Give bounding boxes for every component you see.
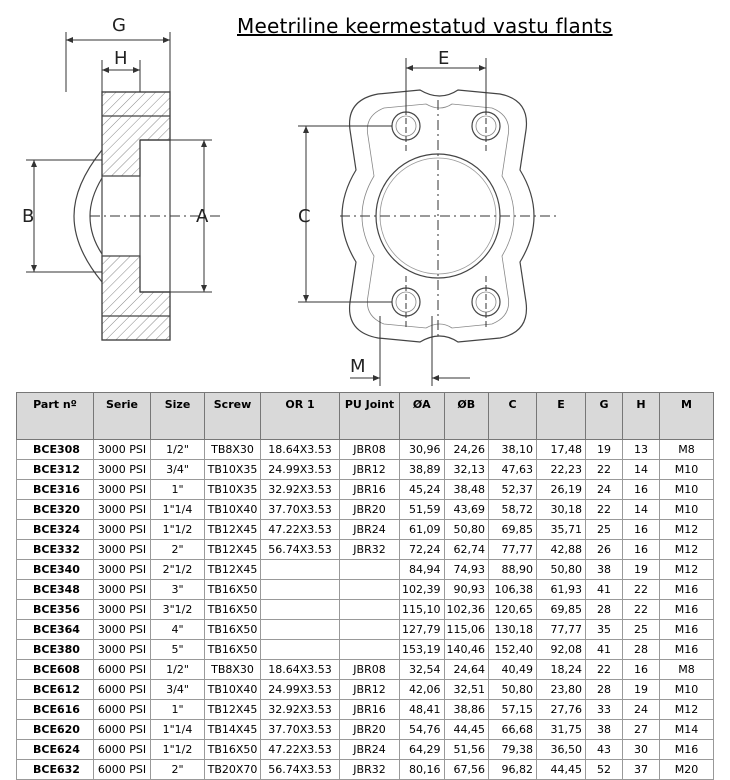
table-cell: 6000 PSI: [94, 740, 151, 760]
table-cell: BCE356: [17, 600, 94, 620]
table-cell: 33: [586, 700, 623, 720]
table-body: [17, 440, 714, 780]
table-cell: [340, 560, 400, 580]
dim-label-g: G: [112, 15, 126, 36]
table-cell: 57,15: [489, 700, 537, 720]
column-header: Part nº: [17, 393, 94, 440]
table-cell: 22: [586, 500, 623, 520]
table-cell: 5": [151, 640, 205, 660]
table-cell: BCE632: [17, 760, 94, 780]
table-cell: 16: [623, 520, 660, 540]
table-cell: 47.22X3.53: [261, 520, 340, 540]
table-cell: 41: [586, 580, 623, 600]
table-row: [17, 600, 714, 620]
table-cell: 37.70X3.53: [261, 500, 340, 520]
table-cell: 3/4": [151, 460, 205, 480]
table-cell: TB10X40: [205, 500, 261, 520]
table-cell: 30,18: [537, 500, 586, 520]
table-cell: 56.74X3.53: [261, 760, 340, 780]
table-cell: 2": [151, 540, 205, 560]
table-cell: 32.92X3.53: [261, 700, 340, 720]
table-cell: 64,29: [400, 740, 445, 760]
table-cell: TB20X70: [205, 760, 261, 780]
table-cell: JBR32: [340, 540, 400, 560]
table-cell: 3"1/2: [151, 600, 205, 620]
table-cell: 1/2": [151, 660, 205, 680]
table-cell: 18,24: [537, 660, 586, 680]
table-row: [17, 700, 714, 720]
table-cell: 23,80: [537, 680, 586, 700]
dim-label-a: A: [196, 206, 209, 227]
table-cell: BCE624: [17, 740, 94, 760]
table-cell: 36,50: [537, 740, 586, 760]
column-header: PU Joint: [340, 393, 400, 440]
table-cell: 41: [586, 640, 623, 660]
table-cell: M20: [660, 760, 714, 780]
table-cell: 50,80: [444, 520, 489, 540]
table-cell: 31,75: [537, 720, 586, 740]
table-cell: 69,85: [489, 520, 537, 540]
table-cell: 14: [623, 460, 660, 480]
column-header: ØB: [444, 393, 489, 440]
table-cell: M14: [660, 720, 714, 740]
table-cell: 24.99X3.53: [261, 460, 340, 480]
table-cell: 22: [586, 660, 623, 680]
table-cell: 30,96: [400, 440, 445, 460]
table-cell: 3000 PSI: [94, 440, 151, 460]
table-cell: JBR16: [340, 700, 400, 720]
table-cell: [340, 580, 400, 600]
table-cell: M10: [660, 680, 714, 700]
table-cell: 42,06: [400, 680, 445, 700]
table-row: [17, 460, 714, 480]
table-cell: 32,51: [444, 680, 489, 700]
table-cell: 3000 PSI: [94, 580, 151, 600]
table-cell: TB14X45: [205, 720, 261, 740]
table-cell: M10: [660, 500, 714, 520]
table-cell: 3000 PSI: [94, 520, 151, 540]
table-row: [17, 760, 714, 780]
table-cell: M16: [660, 640, 714, 660]
table-cell: 14: [623, 500, 660, 520]
table-cell: JBR12: [340, 460, 400, 480]
table-cell: 22: [623, 580, 660, 600]
table-cell: 38: [586, 560, 623, 580]
table-cell: 38: [586, 720, 623, 740]
table-cell: 17,48: [537, 440, 586, 460]
table-cell: 96,82: [489, 760, 537, 780]
table-cell: 44,45: [537, 760, 586, 780]
table-cell: 24,64: [444, 660, 489, 680]
table-cell: [340, 620, 400, 640]
table-cell: 18.64X3.53: [261, 440, 340, 460]
table-cell: 58,72: [489, 500, 537, 520]
column-header: H: [623, 393, 660, 440]
table-cell: 27: [623, 720, 660, 740]
table-cell: 24.99X3.53: [261, 680, 340, 700]
table-cell: 6000 PSI: [94, 720, 151, 740]
table-cell: 30: [623, 740, 660, 760]
table-cell: BCE612: [17, 680, 94, 700]
table-cell: 4": [151, 620, 205, 640]
table-cell: 88,90: [489, 560, 537, 580]
table-cell: [261, 580, 340, 600]
table-cell: BCE332: [17, 540, 94, 560]
table-cell: 152,40: [489, 640, 537, 660]
dim-label-e: E: [438, 48, 450, 69]
table-cell: 22: [623, 600, 660, 620]
table-cell: [261, 560, 340, 580]
table-cell: M10: [660, 480, 714, 500]
table-cell: 38,89: [400, 460, 445, 480]
table-cell: 6000 PSI: [94, 760, 151, 780]
table-cell: 38,48: [444, 480, 489, 500]
table-cell: M16: [660, 620, 714, 640]
table-row: [17, 660, 714, 680]
table-header-row: [17, 393, 714, 440]
table-cell: 3000 PSI: [94, 560, 151, 580]
table-cell: BCE380: [17, 640, 94, 660]
table-cell: 79,38: [489, 740, 537, 760]
table-cell: 16: [623, 540, 660, 560]
table-cell: 80,16: [400, 760, 445, 780]
table-cell: M8: [660, 660, 714, 680]
table-cell: 32,54: [400, 660, 445, 680]
table-cell: 69,85: [537, 600, 586, 620]
table-cell: 19: [623, 560, 660, 580]
dim-label-m: M: [350, 356, 366, 377]
table-cell: 28: [586, 600, 623, 620]
table-cell: 1/2": [151, 440, 205, 460]
table-cell: BCE364: [17, 620, 94, 640]
table-cell: 38,10: [489, 440, 537, 460]
table-cell: 56.74X3.53: [261, 540, 340, 560]
table-cell: 54,76: [400, 720, 445, 740]
front-dimension-lines: [298, 58, 556, 386]
table-cell: 40,49: [489, 660, 537, 680]
table-cell: M16: [660, 740, 714, 760]
table-cell: 32,13: [444, 460, 489, 480]
table-cell: 22,23: [537, 460, 586, 480]
table-cell: JBR16: [340, 480, 400, 500]
table-cell: 38,86: [444, 700, 489, 720]
table-cell: TB12X45: [205, 540, 261, 560]
table-cell: TB16X50: [205, 600, 261, 620]
column-header: M: [660, 393, 714, 440]
column-header: ØA: [400, 393, 445, 440]
table-cell: 115,06: [444, 620, 489, 640]
dim-label-c: C: [298, 206, 311, 227]
table-cell: M12: [660, 540, 714, 560]
page-title: Meetriline keermestatud vastu flants: [237, 14, 613, 38]
table-cell: 120,65: [489, 600, 537, 620]
table-cell: 13: [623, 440, 660, 460]
table-row: [17, 500, 714, 520]
table-cell: 35,71: [537, 520, 586, 540]
table-cell: 102,39: [400, 580, 445, 600]
table-cell: 25: [586, 520, 623, 540]
table-cell: TB12X45: [205, 700, 261, 720]
column-header: Screw: [205, 393, 261, 440]
table-cell: 6000 PSI: [94, 660, 151, 680]
table-cell: JBR12: [340, 680, 400, 700]
table-cell: BCE620: [17, 720, 94, 740]
table-cell: 115,10: [400, 600, 445, 620]
table-cell: 102,36: [444, 600, 489, 620]
table-cell: 45,24: [400, 480, 445, 500]
table-row: [17, 620, 714, 640]
table-cell: 52: [586, 760, 623, 780]
table-cell: 77,77: [489, 540, 537, 560]
table-cell: 6000 PSI: [94, 680, 151, 700]
table-cell: M12: [660, 560, 714, 580]
table-cell: 22: [586, 460, 623, 480]
table-cell: [340, 640, 400, 660]
table-cell: 77,77: [537, 620, 586, 640]
table-cell: TB16X50: [205, 620, 261, 640]
table-row: [17, 520, 714, 540]
table-cell: 3000 PSI: [94, 500, 151, 520]
table-cell: 19: [586, 440, 623, 460]
table-cell: 106,38: [489, 580, 537, 600]
table-cell: 66,68: [489, 720, 537, 740]
flange-spec-table: [16, 392, 714, 780]
table-cell: [261, 640, 340, 660]
table-cell: 67,56: [444, 760, 489, 780]
table-cell: JBR08: [340, 440, 400, 460]
table-row: [17, 440, 714, 460]
table-cell: [261, 620, 340, 640]
table-cell: TB16X50: [205, 580, 261, 600]
table-cell: 61,93: [537, 580, 586, 600]
table-cell: JBR20: [340, 500, 400, 520]
table-cell: JBR20: [340, 720, 400, 740]
table-cell: 3000 PSI: [94, 620, 151, 640]
table-cell: BCE312: [17, 460, 94, 480]
table-cell: BCE340: [17, 560, 94, 580]
table-cell: 140,46: [444, 640, 489, 660]
table-cell: TB10X40: [205, 680, 261, 700]
table-cell: 1"1/2: [151, 520, 205, 540]
table-cell: 27,76: [537, 700, 586, 720]
table-cell: 3000 PSI: [94, 640, 151, 660]
table-cell: 50,80: [537, 560, 586, 580]
table-cell: BCE320: [17, 500, 94, 520]
table-cell: 1"1/4: [151, 720, 205, 740]
table-cell: M8: [660, 440, 714, 460]
table-cell: 16: [623, 480, 660, 500]
table-cell: 92,08: [537, 640, 586, 660]
table-cell: BCE308: [17, 440, 94, 460]
table-cell: 127,79: [400, 620, 445, 640]
table-cell: BCE348: [17, 580, 94, 600]
table-cell: 50,80: [489, 680, 537, 700]
table-row: [17, 720, 714, 740]
table-cell: TB8X30: [205, 660, 261, 680]
table-cell: 35: [586, 620, 623, 640]
table-cell: 1": [151, 700, 205, 720]
table-row: [17, 580, 714, 600]
table-row: [17, 680, 714, 700]
table-cell: TB12X45: [205, 520, 261, 540]
table-cell: 28: [586, 680, 623, 700]
table-cell: [261, 600, 340, 620]
table-cell: 74,93: [444, 560, 489, 580]
table-cell: 47,63: [489, 460, 537, 480]
table-row: [17, 640, 714, 660]
table-cell: TB16X50: [205, 640, 261, 660]
table-cell: BCE616: [17, 700, 94, 720]
table-cell: 153,19: [400, 640, 445, 660]
table-cell: TB10X35: [205, 480, 261, 500]
table-cell: 84,94: [400, 560, 445, 580]
table-row: [17, 740, 714, 760]
table-cell: 19: [623, 680, 660, 700]
table-cell: 61,09: [400, 520, 445, 540]
table-cell: 6000 PSI: [94, 700, 151, 720]
table-cell: 28: [623, 640, 660, 660]
table-cell: 1": [151, 480, 205, 500]
table-cell: 44,45: [444, 720, 489, 740]
table-cell: JBR24: [340, 740, 400, 760]
table-cell: 47.22X3.53: [261, 740, 340, 760]
table-cell: 24: [623, 700, 660, 720]
table-cell: 3000 PSI: [94, 540, 151, 560]
table-cell: BCE316: [17, 480, 94, 500]
table-cell: BCE324: [17, 520, 94, 540]
table-row: [17, 480, 714, 500]
table-cell: 3": [151, 580, 205, 600]
table-cell: 72,24: [400, 540, 445, 560]
table-cell: 2": [151, 760, 205, 780]
table-cell: JBR24: [340, 520, 400, 540]
column-header: G: [586, 393, 623, 440]
column-header: OR 1: [261, 393, 340, 440]
table-cell: M12: [660, 700, 714, 720]
table-cell: 2"1/2: [151, 560, 205, 580]
table-cell: 1"1/2: [151, 740, 205, 760]
table-cell: 3/4": [151, 680, 205, 700]
dim-label-h: H: [114, 48, 128, 69]
table-cell: 37: [623, 760, 660, 780]
table-cell: 3000 PSI: [94, 600, 151, 620]
table-cell: 90,93: [444, 580, 489, 600]
column-header: Serie: [94, 393, 151, 440]
table-cell: 3000 PSI: [94, 460, 151, 480]
table-cell: JBR32: [340, 760, 400, 780]
table-row: [17, 560, 714, 580]
table-cell: 43,69: [444, 500, 489, 520]
table-cell: 43: [586, 740, 623, 760]
table-cell: TB12X45: [205, 560, 261, 580]
table-cell: 51,56: [444, 740, 489, 760]
column-header: E: [537, 393, 586, 440]
table-cell: [340, 600, 400, 620]
table-cell: 26: [586, 540, 623, 560]
table-cell: 24,26: [444, 440, 489, 460]
table-cell: M10: [660, 460, 714, 480]
table-cell: 18.64X3.53: [261, 660, 340, 680]
table-cell: 130,18: [489, 620, 537, 640]
table-cell: 1"1/4: [151, 500, 205, 520]
table-cell: 48,41: [400, 700, 445, 720]
table-cell: M16: [660, 580, 714, 600]
table-cell: 51,59: [400, 500, 445, 520]
table-cell: 16: [623, 660, 660, 680]
table-cell: 52,37: [489, 480, 537, 500]
table-cell: 24: [586, 480, 623, 500]
table-cell: 26,19: [537, 480, 586, 500]
column-header: Size: [151, 393, 205, 440]
table-cell: 3000 PSI: [94, 480, 151, 500]
table-cell: 42,88: [537, 540, 586, 560]
table-cell: M16: [660, 600, 714, 620]
dim-label-b: B: [22, 206, 35, 227]
table-cell: 32.92X3.53: [261, 480, 340, 500]
table-cell: M12: [660, 520, 714, 540]
table-cell: TB10X35: [205, 460, 261, 480]
table-cell: 37.70X3.53: [261, 720, 340, 740]
table-cell: 25: [623, 620, 660, 640]
table-cell: BCE608: [17, 660, 94, 680]
table-cell: JBR08: [340, 660, 400, 680]
table-cell: TB16X50: [205, 740, 261, 760]
table-row: [17, 540, 714, 560]
table-cell: TB8X30: [205, 440, 261, 460]
column-header: C: [489, 393, 537, 440]
table-cell: 62,74: [444, 540, 489, 560]
